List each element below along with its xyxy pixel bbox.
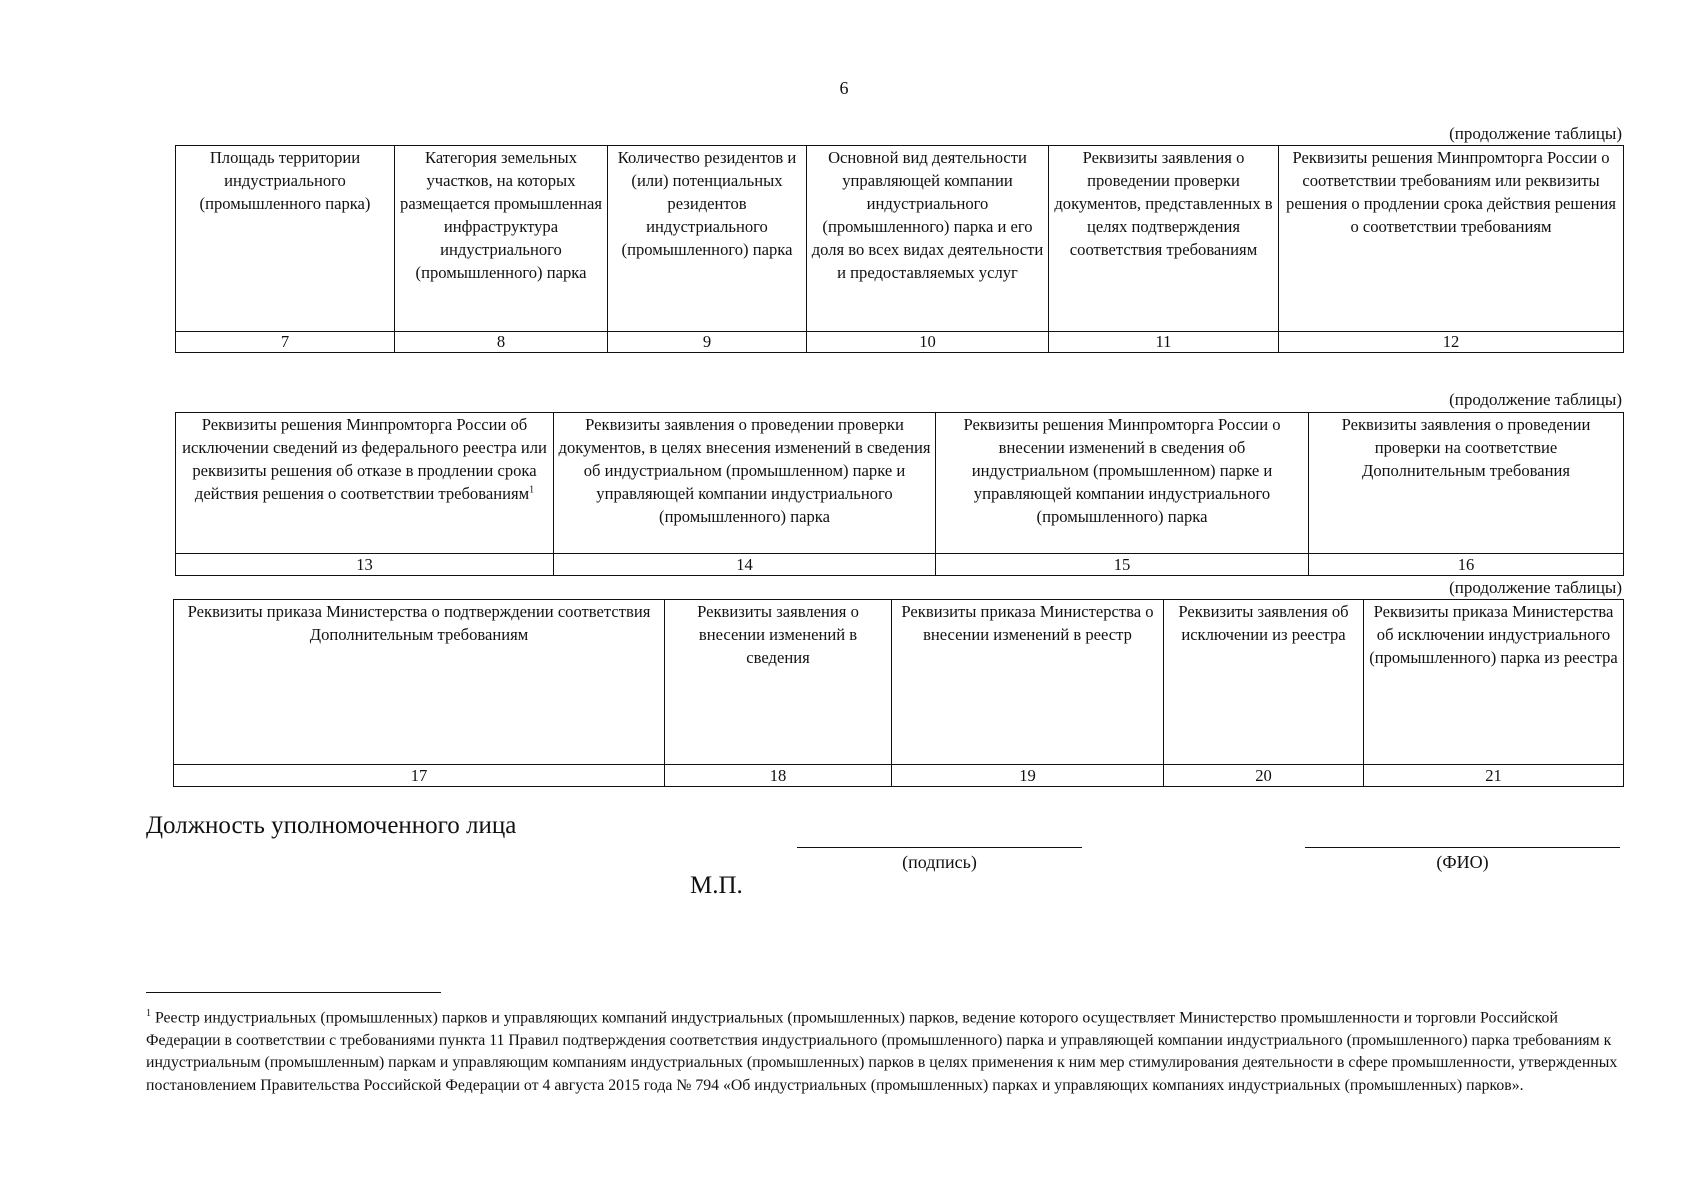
header-cell: [176, 413, 554, 554]
header-cell: Реквизиты приказа Министерства о внесении изменений в реестр: [892, 600, 1164, 765]
header-cell: Реквизиты решения Минпромторга России о внесении изменений в сведения об индустриальном (промышленном) парке и управляющей компании индустриального (промышленного) парка: [936, 413, 1309, 554]
header-cell: Площадь территории индустриального (промышленного парка): [176, 146, 395, 332]
name-caption: (ФИО): [1436, 852, 1489, 872]
column-number: 9: [608, 332, 807, 353]
header-cell: Реквизиты заявления о внесении изменений в сведения: [665, 600, 892, 765]
footnote: [146, 1003, 1626, 1097]
column-number: 7: [176, 332, 395, 353]
signature-line: [797, 847, 1082, 848]
header-cell: Реквизиты заявления о проведении проверки на соответствие Дополнительным требования: [1309, 413, 1624, 554]
header-cell: Реквизиты решения Минпромторга России о соответствии требованиям или реквизиты решения о продлении срока действия решения о соответствии требованиям: [1279, 146, 1624, 332]
column-number: 19: [892, 765, 1164, 787]
header-cell: Реквизиты приказа Министерства о подтверждении соответствия Дополнительным требованиям: [174, 600, 665, 765]
footnote-reference: 1: [529, 484, 535, 496]
column-number: 18: [665, 765, 892, 787]
column-number: 10: [807, 332, 1049, 353]
header-cell: Реквизиты приказа Министерства об исключении индустриального (промышленного) парка из реестра: [1364, 600, 1624, 765]
header-cell: Реквизиты заявления об исключении из реестра: [1164, 600, 1364, 765]
table-1: [175, 145, 1624, 353]
table-3-header-row: [174, 600, 1624, 765]
authorized-person-position: Должность уполномоченного лица: [146, 812, 517, 839]
table-1-header-row: [176, 146, 1624, 332]
continuation-label-3: (продолжение таблицы): [1449, 578, 1622, 597]
table-1-number-row: [176, 332, 1624, 353]
header-cell: Реквизиты заявления о проведении проверки документов, представленных в целях подтверждения соответствия требованиям: [1049, 146, 1279, 332]
footnote-text: Реестр индустриальных (промышленных) парков и управляющих компаний индустриальных (промышленных) парков, ведение которого осуществляет Министерство промышленности и торговли Российской Федерации в соответствии с требованиями пункта 11 Правил подтверждения соответствия индустриального (промышленного) парка и управляющей компании индустриального (промышленного) парка требованиям к индустриальным (промышленным) паркам и управляющим компаниям индустриальных (промышленных) парков в целях применения к ним мер стимулирования деятельности в сфере промышленности, утвержденных постановлением Правительства Российской Федерации от 4 августа 2015 года № 794 «Об индустриальных (промышленных) парках и управляющих компаниях индустриальных (промышленных) парков».: [146, 1009, 1618, 1094]
column-number: 21: [1364, 765, 1624, 787]
seal-mark: М.П.: [690, 872, 743, 899]
header-cell: Количество резидентов и (или) потенциальных резидентов индустриального (промышленного) парка: [608, 146, 807, 332]
column-number: 14: [554, 554, 936, 576]
table-2-header-row: [176, 413, 1624, 554]
table-3: [173, 599, 1624, 787]
name-line: [1305, 847, 1620, 848]
column-number: 13: [176, 554, 554, 576]
column-number: 12: [1279, 332, 1624, 353]
table-2-number-row: [176, 554, 1624, 576]
continuation-label-1: (продолжение таблицы): [1449, 124, 1622, 143]
header-cell: Реквизиты заявления о проведении проверки документов, в целях внесения изменений в сведения об индустриальном (промышленном) парке и управляющей компании индустриального (промышленного) парка: [554, 413, 936, 554]
footnote-divider: [146, 992, 441, 993]
table-3-number-row: [174, 765, 1624, 787]
page-number: 6: [839, 78, 849, 98]
column-number: 20: [1164, 765, 1364, 787]
header-cell: Основной вид деятельности управляющей компании индустриального (промышленного) парка и его доля во всех видах деятельности и предоставляемых услуг: [807, 146, 1049, 332]
signature-caption: (подпись): [902, 852, 977, 872]
column-number: 17: [174, 765, 665, 787]
column-number: 16: [1309, 554, 1624, 576]
header-cell: Категория земельных участков, на которых размещается промышленная инфраструктура индустриального (промышленного) парка: [395, 146, 608, 332]
column-number: 15: [936, 554, 1309, 576]
column-number: 11: [1049, 332, 1279, 353]
column-number: 8: [395, 332, 608, 353]
continuation-label-2: (продолжение таблицы): [1449, 390, 1622, 409]
footnote-mark: 1: [146, 1008, 151, 1019]
header-text: Реквизиты решения Минпромторга России об исключении сведений из федерального реестра или реквизиты решения об отказе в продлении срока действия решения о соответствии требованиям: [182, 415, 547, 503]
table-2: [175, 412, 1624, 576]
